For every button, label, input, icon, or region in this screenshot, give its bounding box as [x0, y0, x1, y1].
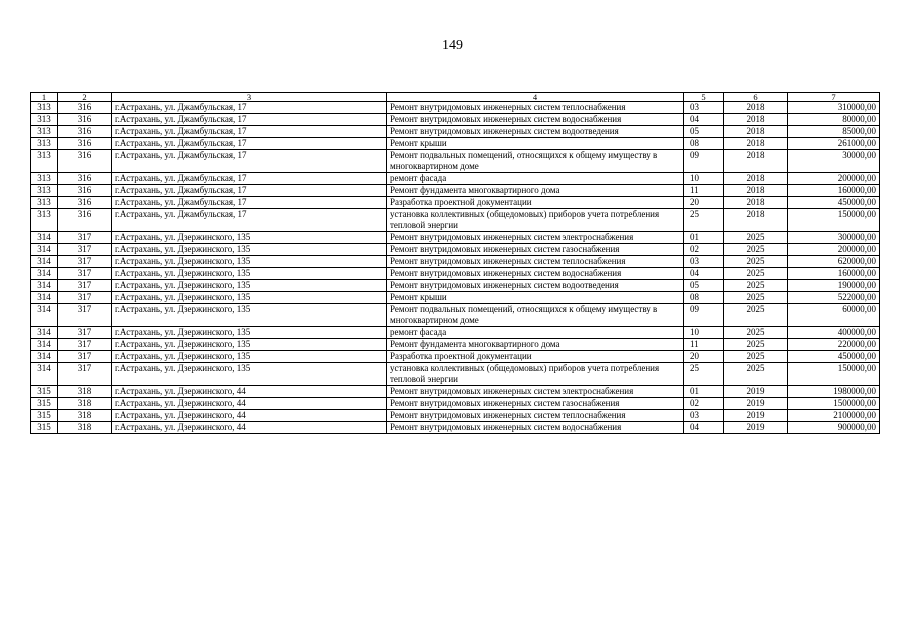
address-cell: г.Астрахань, ул. Джамбульская, 17 — [112, 197, 387, 209]
cost-cell: 450000,00 — [788, 197, 880, 209]
table-row — [31, 114, 880, 126]
year-cell: 2019 — [724, 386, 788, 398]
year-cell: 2018 — [724, 114, 788, 126]
code-cell: 04 — [684, 114, 724, 126]
work-type-cell: Ремонт внутридомовых инженерных систем водоснабжения — [387, 268, 684, 280]
table-row — [31, 209, 880, 232]
table-row — [31, 363, 880, 386]
table-row — [31, 244, 880, 256]
cost-cell: 2100000,00 — [788, 410, 880, 422]
cost-cell: 85000,00 — [788, 126, 880, 138]
year-cell: 2025 — [724, 292, 788, 304]
table-row — [31, 339, 880, 351]
number-cell: 314 — [31, 339, 58, 351]
number-cell: 314 — [31, 304, 58, 327]
cost-cell: 522000,00 — [788, 292, 880, 304]
house-id-cell: 318 — [58, 398, 112, 410]
table-row — [31, 398, 880, 410]
code-cell: 05 — [684, 280, 724, 292]
cost-cell: 190000,00 — [788, 280, 880, 292]
house-id-cell: 316 — [58, 197, 112, 209]
address-cell: г.Астрахань, ул. Дзержинского, 135 — [112, 363, 387, 386]
code-cell: 09 — [684, 150, 724, 173]
house-id-cell: 317 — [58, 339, 112, 351]
cost-cell: 300000,00 — [788, 232, 880, 244]
year-cell: 2025 — [724, 327, 788, 339]
work-type-cell: Ремонт внутридомовых инженерных систем газоснабжения — [387, 244, 684, 256]
address-cell: г.Астрахань, ул. Дзержинского, 135 — [112, 244, 387, 256]
table-row — [31, 232, 880, 244]
number-cell: 315 — [31, 398, 58, 410]
code-cell: 25 — [684, 363, 724, 386]
cost-cell: 160000,00 — [788, 185, 880, 197]
code-cell: 11 — [684, 339, 724, 351]
house-id-cell: 316 — [58, 185, 112, 197]
house-id-cell: 316 — [58, 126, 112, 138]
year-cell: 2018 — [724, 102, 788, 114]
house-id-cell: 317 — [58, 280, 112, 292]
work-type-cell: Ремонт фундамента многоквартирного дома — [387, 339, 684, 351]
address-cell: г.Астрахань, ул. Джамбульская, 17 — [112, 150, 387, 173]
address-cell: г.Астрахань, ул. Джамбульская, 17 — [112, 138, 387, 150]
address-cell: г.Астрахань, ул. Джамбульская, 17 — [112, 102, 387, 114]
number-cell: 313 — [31, 126, 58, 138]
cost-cell: 150000,00 — [788, 209, 880, 232]
address-cell: г.Астрахань, ул. Дзержинского, 135 — [112, 339, 387, 351]
cost-cell: 620000,00 — [788, 256, 880, 268]
year-cell: 2018 — [724, 126, 788, 138]
year-cell: 2025 — [724, 351, 788, 363]
year-cell: 2025 — [724, 244, 788, 256]
work-type-cell: ремонт фасада — [387, 173, 684, 185]
work-type-cell: Ремонт подвальных помещений, относящихся к общему имуществу в многоквартирном доме — [387, 304, 684, 327]
table-row — [31, 150, 880, 173]
house-id-cell: 318 — [58, 410, 112, 422]
number-cell: 313 — [31, 150, 58, 173]
table-row — [31, 422, 880, 434]
header-cell: 7 — [788, 93, 880, 102]
number-cell: 314 — [31, 327, 58, 339]
number-cell: 313 — [31, 114, 58, 126]
address-cell: г.Астрахань, ул. Дзержинского, 135 — [112, 280, 387, 292]
code-cell: 03 — [684, 256, 724, 268]
year-cell: 2025 — [724, 232, 788, 244]
year-cell: 2025 — [724, 280, 788, 292]
number-cell: 314 — [31, 268, 58, 280]
cost-cell: 450000,00 — [788, 351, 880, 363]
year-cell: 2025 — [724, 268, 788, 280]
number-cell: 314 — [31, 363, 58, 386]
cost-cell: 310000,00 — [788, 102, 880, 114]
table-row — [31, 327, 880, 339]
house-id-cell: 317 — [58, 244, 112, 256]
header-row — [31, 93, 880, 102]
code-cell: 03 — [684, 410, 724, 422]
work-type-cell: установка коллективных (общедомовых) приборов учета потребления тепловой энергии — [387, 209, 684, 232]
code-cell: 08 — [684, 138, 724, 150]
number-cell: 315 — [31, 410, 58, 422]
house-id-cell: 317 — [58, 351, 112, 363]
work-type-cell: Ремонт крыши — [387, 138, 684, 150]
code-cell: 05 — [684, 126, 724, 138]
cost-cell: 1980000,00 — [788, 386, 880, 398]
number-cell: 313 — [31, 138, 58, 150]
code-cell: 04 — [684, 422, 724, 434]
work-type-cell: Ремонт внутридомовых инженерных систем электроснабжения — [387, 232, 684, 244]
work-type-cell: Разработка проектной документации — [387, 351, 684, 363]
house-id-cell: 318 — [58, 386, 112, 398]
number-cell: 314 — [31, 351, 58, 363]
house-id-cell: 318 — [58, 422, 112, 434]
year-cell: 2019 — [724, 398, 788, 410]
number-cell: 313 — [31, 209, 58, 232]
cost-cell: 160000,00 — [788, 268, 880, 280]
code-cell: 03 — [684, 102, 724, 114]
code-cell: 01 — [684, 232, 724, 244]
house-id-cell: 317 — [58, 256, 112, 268]
cost-cell: 220000,00 — [788, 339, 880, 351]
code-cell: 10 — [684, 327, 724, 339]
house-id-cell: 317 — [58, 292, 112, 304]
work-type-cell: Ремонт внутридомовых инженерных систем электроснабжения — [387, 386, 684, 398]
work-type-cell: Ремонт внутридомовых инженерных систем теплоснабжения — [387, 102, 684, 114]
cost-cell: 900000,00 — [788, 422, 880, 434]
year-cell: 2025 — [724, 256, 788, 268]
work-type-cell: Ремонт внутридомовых инженерных систем газоснабжения — [387, 398, 684, 410]
house-id-cell: 317 — [58, 327, 112, 339]
table-row — [31, 268, 880, 280]
work-type-cell: Разработка проектной документации — [387, 197, 684, 209]
address-cell: г.Астрахань, ул. Дзержинского, 135 — [112, 256, 387, 268]
number-cell: 314 — [31, 244, 58, 256]
table-row — [31, 126, 880, 138]
code-cell: 10 — [684, 173, 724, 185]
header-cell: 4 — [387, 93, 684, 102]
address-cell: г.Астрахань, ул. Дзержинского, 135 — [112, 232, 387, 244]
table-row — [31, 138, 880, 150]
address-cell: г.Астрахань, ул. Джамбульская, 17 — [112, 114, 387, 126]
code-cell: 25 — [684, 209, 724, 232]
number-cell: 313 — [31, 173, 58, 185]
address-cell: г.Астрахань, ул. Джамбульская, 17 — [112, 126, 387, 138]
number-cell: 314 — [31, 292, 58, 304]
cost-cell: 200000,00 — [788, 244, 880, 256]
header-cell: 6 — [724, 93, 788, 102]
cost-cell: 1500000,00 — [788, 398, 880, 410]
year-cell: 2018 — [724, 197, 788, 209]
address-cell: г.Астрахань, ул. Дзержинского, 44 — [112, 398, 387, 410]
house-id-cell: 317 — [58, 268, 112, 280]
code-cell: 02 — [684, 244, 724, 256]
cost-cell: 30000,00 — [788, 150, 880, 173]
cost-cell: 400000,00 — [788, 327, 880, 339]
address-cell: г.Астрахань, ул. Дзержинского, 44 — [112, 386, 387, 398]
code-cell: 09 — [684, 304, 724, 327]
work-type-cell: Ремонт внутридомовых инженерных систем водоснабжения — [387, 422, 684, 434]
year-cell: 2018 — [724, 150, 788, 173]
year-cell: 2019 — [724, 422, 788, 434]
number-cell: 314 — [31, 280, 58, 292]
work-type-cell: Ремонт внутридомовых инженерных систем водоснабжения — [387, 114, 684, 126]
header-cell: 1 — [31, 93, 58, 102]
table-row — [31, 256, 880, 268]
house-id-cell: 316 — [58, 150, 112, 173]
cost-cell: 80000,00 — [788, 114, 880, 126]
code-cell: 02 — [684, 398, 724, 410]
table-row — [31, 185, 880, 197]
address-cell: г.Астрахань, ул. Джамбульская, 17 — [112, 185, 387, 197]
table-row — [31, 102, 880, 114]
work-type-cell: Ремонт внутридомовых инженерных систем теплоснабжения — [387, 256, 684, 268]
number-cell: 313 — [31, 102, 58, 114]
table-row — [31, 304, 880, 327]
number-cell: 313 — [31, 197, 58, 209]
code-cell: 20 — [684, 351, 724, 363]
address-cell: г.Астрахань, ул. Дзержинского, 135 — [112, 327, 387, 339]
table-row — [31, 410, 880, 422]
work-type-cell: Ремонт фундамента многоквартирного дома — [387, 185, 684, 197]
year-cell: 2018 — [724, 185, 788, 197]
year-cell: 2018 — [724, 138, 788, 150]
house-id-cell: 317 — [58, 304, 112, 327]
year-cell: 2025 — [724, 304, 788, 327]
house-id-cell: 316 — [58, 209, 112, 232]
work-type-cell: Ремонт крыши — [387, 292, 684, 304]
address-cell: г.Астрахань, ул. Джамбульская, 17 — [112, 209, 387, 232]
table-row — [31, 197, 880, 209]
works-table — [30, 92, 880, 434]
table-row — [31, 351, 880, 363]
address-cell: г.Астрахань, ул. Дзержинского, 135 — [112, 351, 387, 363]
address-cell: г.Астрахань, ул. Дзержинского, 135 — [112, 292, 387, 304]
work-type-cell: Ремонт внутридомовых инженерных систем водоотведения — [387, 280, 684, 292]
address-cell: г.Астрахань, ул. Дзержинского, 135 — [112, 304, 387, 327]
house-id-cell: 316 — [58, 102, 112, 114]
address-cell: г.Астрахань, ул. Дзержинского, 44 — [112, 422, 387, 434]
year-cell: 2025 — [724, 339, 788, 351]
number-cell: 314 — [31, 232, 58, 244]
code-cell: 04 — [684, 268, 724, 280]
work-type-cell: Ремонт внутридомовых инженерных систем водоотведения — [387, 126, 684, 138]
house-id-cell: 316 — [58, 138, 112, 150]
work-type-cell: Ремонт внутридомовых инженерных систем теплоснабжения — [387, 410, 684, 422]
year-cell: 2018 — [724, 209, 788, 232]
address-cell: г.Астрахань, ул. Джамбульская, 17 — [112, 173, 387, 185]
page-number: 149 — [442, 38, 463, 53]
cost-cell: 150000,00 — [788, 363, 880, 386]
year-cell: 2025 — [724, 363, 788, 386]
number-cell: 313 — [31, 185, 58, 197]
table-row — [31, 280, 880, 292]
address-cell: г.Астрахань, ул. Дзержинского, 44 — [112, 410, 387, 422]
house-id-cell: 316 — [58, 173, 112, 185]
house-id-cell: 317 — [58, 363, 112, 386]
code-cell: 11 — [684, 185, 724, 197]
code-cell: 01 — [684, 386, 724, 398]
table-row — [31, 292, 880, 304]
address-cell: г.Астрахань, ул. Дзержинского, 135 — [112, 268, 387, 280]
table-row — [31, 173, 880, 185]
house-id-cell: 316 — [58, 114, 112, 126]
house-id-cell: 317 — [58, 232, 112, 244]
cost-cell: 60000,00 — [788, 304, 880, 327]
cost-cell: 261000,00 — [788, 138, 880, 150]
code-cell: 20 — [684, 197, 724, 209]
code-cell: 08 — [684, 292, 724, 304]
table-row — [31, 386, 880, 398]
number-cell: 315 — [31, 422, 58, 434]
cost-cell: 200000,00 — [788, 173, 880, 185]
header-cell: 3 — [112, 93, 387, 102]
year-cell: 2019 — [724, 410, 788, 422]
number-cell: 314 — [31, 256, 58, 268]
work-type-cell: Ремонт подвальных помещений, относящихся к общему имуществу в многоквартирном доме — [387, 150, 684, 173]
work-type-cell: ремонт фасада — [387, 327, 684, 339]
header-cell: 2 — [58, 93, 112, 102]
year-cell: 2018 — [724, 173, 788, 185]
work-type-cell: установка коллективных (общедомовых) приборов учета потребления тепловой энергии — [387, 363, 684, 386]
header-cell: 5 — [684, 93, 724, 102]
number-cell: 315 — [31, 386, 58, 398]
